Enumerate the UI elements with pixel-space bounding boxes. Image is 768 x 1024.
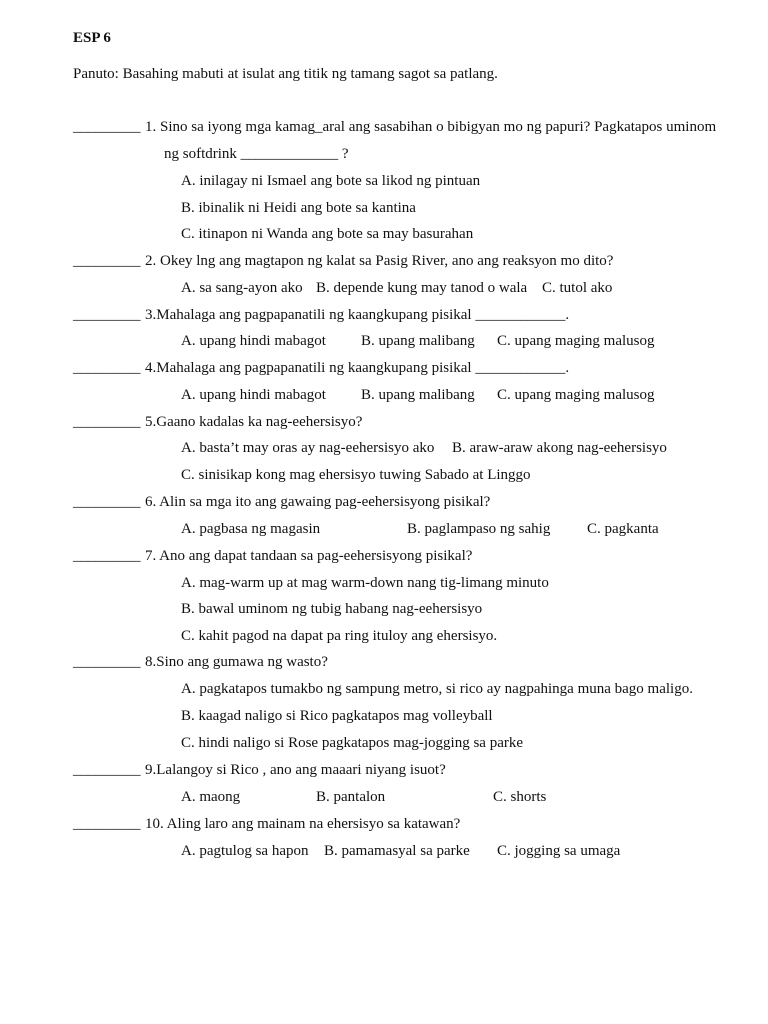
q1-option-c: C. itinapon ni Wanda ang bote sa may basurahan bbox=[181, 226, 474, 242]
q5-option-c: C. sinisikap kong mag ehersisyo tuwing Sabado at Linggo bbox=[181, 467, 531, 483]
answer-blank-3: _________ bbox=[73, 307, 141, 323]
q1-option-b: B. ibinalik ni Heidi ang bote sa kantina bbox=[181, 200, 416, 216]
q4-option-a: A. upang hindi mabagot bbox=[181, 387, 326, 403]
q7-option-a: A. mag-warm up at mag warm-down nang tig-limang minuto bbox=[181, 575, 549, 591]
q6-option-a: A. pagbasa ng magasin bbox=[181, 521, 321, 537]
question-3: 3.Mahalaga ang pagpapanatili ng kaangkupang pisikal ____________. bbox=[145, 307, 570, 323]
q10-option-b: B. pamamasyal sa parke bbox=[324, 843, 470, 859]
answer-blank-10: _________ bbox=[73, 816, 141, 832]
q2-option-c: C. tutol ako bbox=[542, 280, 613, 296]
question-1-continuation: ng softdrink _____________ ? bbox=[164, 146, 349, 162]
q10-option-a: A. pagtulog sa hapon bbox=[181, 843, 309, 859]
question-2: 2. Okey lng ang magtapon ng kalat sa Pasig River, ano ang reaksyon mo dito? bbox=[145, 253, 614, 269]
question-9: 9.Lalangoy si Rico , ano ang maaari niyang isuot? bbox=[145, 762, 446, 778]
q8-option-c: C. hindi naligo si Rose pagkatapos mag-jogging sa parke bbox=[181, 735, 524, 751]
question-1: 1. Sino sa iyong mga kamag_aral ang sasabihan o bibigyan mo ng papuri? Pagkatapos uminom bbox=[145, 119, 717, 135]
q1-option-a: A. inilagay ni Ismael ang bote sa likod ng pintuan bbox=[181, 173, 481, 189]
answer-blank-2: _________ bbox=[73, 253, 141, 269]
q4-option-b: B. upang malibang bbox=[361, 387, 475, 403]
q3-option-c: C. upang maging malusog bbox=[497, 333, 655, 349]
q5-option-a: A. basta’t may oras ay nag-eehersisyo ako bbox=[181, 440, 435, 456]
q6-option-c: C. pagkanta bbox=[587, 521, 659, 537]
question-6: 6. Alin sa mga ito ang gawaing pag-eehersisyong pisikal? bbox=[145, 494, 491, 510]
answer-blank-5: _________ bbox=[73, 414, 141, 430]
q4-option-c: C. upang maging malusog bbox=[497, 387, 655, 403]
answer-blank-4: _________ bbox=[73, 360, 141, 376]
q9-option-b: B. pantalon bbox=[316, 789, 386, 805]
q2-option-a: A. sa sang-ayon ako bbox=[181, 280, 303, 296]
answer-blank-6: _________ bbox=[73, 494, 141, 510]
q2-option-b: B. depende kung may tanod o wala bbox=[316, 280, 528, 296]
q3-option-b: B. upang malibang bbox=[361, 333, 475, 349]
q9-option-c: C. shorts bbox=[493, 789, 547, 805]
question-4: 4.Mahalaga ang pagpapanatili ng kaangkupang pisikal ____________. bbox=[145, 360, 570, 376]
answer-blank-7: _________ bbox=[73, 548, 141, 564]
q8-option-a: A. pagkatapos tumakbo ng sampung metro, si rico ay nagpahinga muna bago maligo. bbox=[181, 681, 693, 697]
question-8: 8.Sino ang gumawa ng wasto? bbox=[145, 654, 328, 670]
question-5: 5.Gaano kadalas ka nag-eehersisyo? bbox=[145, 414, 363, 430]
question-10: 10. Aling laro ang mainam na ehersisyo sa katawan? bbox=[145, 816, 461, 832]
q6-option-b: B. paglampaso ng sahig bbox=[407, 521, 551, 537]
document-title: ESP 6 bbox=[73, 30, 111, 46]
question-7: 7. Ano ang dapat tandaan sa pag-eehersisyong pisikal? bbox=[145, 548, 473, 564]
q9-option-a: A. maong bbox=[181, 789, 241, 805]
answer-blank-8: _________ bbox=[73, 654, 141, 670]
q5-option-b: B. araw-araw akong nag-eehersisyo bbox=[452, 440, 667, 456]
answer-blank-9: _________ bbox=[73, 762, 141, 778]
answer-blank-1: _________ bbox=[73, 119, 141, 135]
q3-option-a: A. upang hindi mabagot bbox=[181, 333, 326, 349]
instructions: Panuto: Basahing mabuti at isulat ang titik ng tamang sagot sa patlang. bbox=[73, 66, 498, 82]
q10-option-c: C. jogging sa umaga bbox=[497, 843, 621, 859]
q7-option-b: B. bawal uminom ng tubig habang nag-eehersisyo bbox=[181, 601, 483, 617]
q7-option-c: C. kahit pagod na dapat pa ring ituloy ang ehersisyo. bbox=[181, 628, 498, 644]
q8-option-b: B. kaagad naligo si Rico pagkatapos mag volleyball bbox=[181, 708, 493, 724]
